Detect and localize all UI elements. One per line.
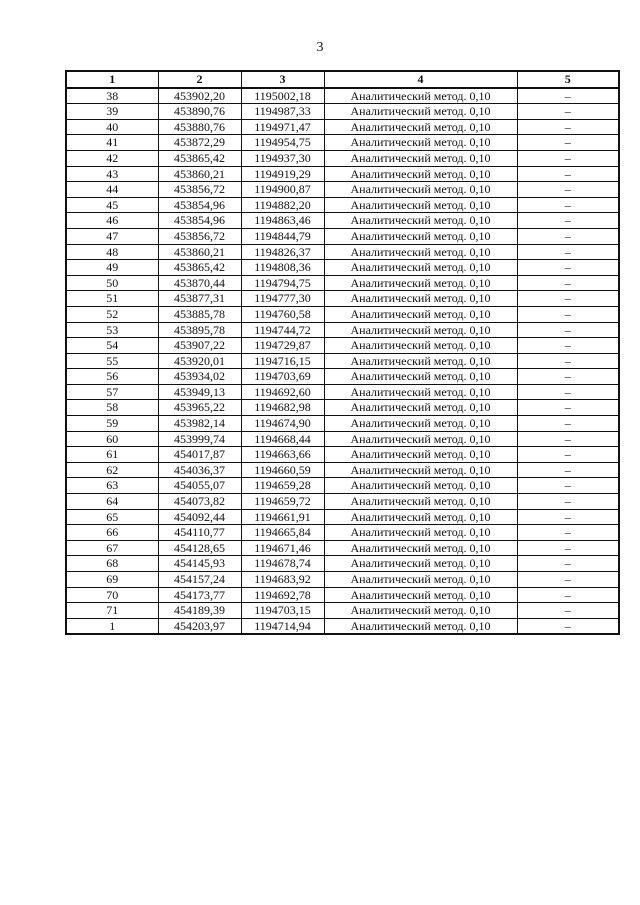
point-number-cell: 48 <box>66 244 158 260</box>
y-coordinate-cell: 1194692,78 <box>241 587 324 603</box>
point-number-cell: 58 <box>66 400 158 416</box>
coordinates-table <box>65 70 620 635</box>
note-cell: – <box>517 104 619 120</box>
note-cell: – <box>517 275 619 291</box>
x-coordinate-cell: 453934,02 <box>158 369 241 385</box>
method-cell: Аналитический метод. 0,10 <box>324 447 517 463</box>
point-number-cell: 45 <box>66 197 158 213</box>
header-row <box>66 71 619 88</box>
note-cell: – <box>517 166 619 182</box>
y-coordinate-cell: 1194863,46 <box>241 213 324 229</box>
x-coordinate-cell: 454173,77 <box>158 587 241 603</box>
method-cell: Аналитический метод. 0,10 <box>324 540 517 556</box>
x-coordinate-cell: 454128,65 <box>158 540 241 556</box>
method-cell: Аналитический метод. 0,10 <box>324 291 517 307</box>
x-coordinate-cell: 454203,97 <box>158 618 241 634</box>
point-number-cell: 46 <box>66 213 158 229</box>
note-cell: – <box>517 197 619 213</box>
point-number-cell: 38 <box>66 88 158 104</box>
y-coordinate-cell: 1194777,30 <box>241 291 324 307</box>
note-cell: – <box>517 540 619 556</box>
table-row <box>66 478 619 494</box>
method-cell: Аналитический метод. 0,10 <box>324 338 517 354</box>
x-coordinate-cell: 453872,29 <box>158 135 241 151</box>
note-cell: – <box>517 291 619 307</box>
y-coordinate-cell: 1194844,79 <box>241 228 324 244</box>
table-header <box>66 71 619 88</box>
note-cell: – <box>517 88 619 104</box>
x-coordinate-cell: 453880,76 <box>158 119 241 135</box>
y-coordinate-cell: 1194729,87 <box>241 338 324 354</box>
y-coordinate-cell: 1194665,84 <box>241 525 324 541</box>
y-coordinate-cell: 1194900,87 <box>241 182 324 198</box>
y-coordinate-cell: 1194668,44 <box>241 431 324 447</box>
point-number-cell: 41 <box>66 135 158 151</box>
x-coordinate-cell: 454036,37 <box>158 462 241 478</box>
point-number-cell: 54 <box>66 338 158 354</box>
method-cell: Аналитический метод. 0,10 <box>324 135 517 151</box>
y-coordinate-cell: 1194683,92 <box>241 572 324 588</box>
note-cell: – <box>517 306 619 322</box>
table-row <box>66 228 619 244</box>
table-row <box>66 556 619 572</box>
table-row <box>66 291 619 307</box>
method-cell: Аналитический метод. 0,10 <box>324 416 517 432</box>
note-cell: – <box>517 572 619 588</box>
note-cell: – <box>517 400 619 416</box>
method-cell: Аналитический метод. 0,10 <box>324 384 517 400</box>
y-coordinate-cell: 1194794,75 <box>241 275 324 291</box>
x-coordinate-cell: 454145,93 <box>158 556 241 572</box>
point-number-cell: 63 <box>66 478 158 494</box>
note-cell: – <box>517 478 619 494</box>
note-cell: – <box>517 447 619 463</box>
table-row <box>66 88 619 104</box>
x-coordinate-cell: 454073,82 <box>158 494 241 510</box>
note-cell: – <box>517 150 619 166</box>
note-cell: – <box>517 431 619 447</box>
y-coordinate-cell: 1194919,29 <box>241 166 324 182</box>
note-cell: – <box>517 556 619 572</box>
x-coordinate-cell: 454017,87 <box>158 447 241 463</box>
x-coordinate-cell: 453885,78 <box>158 306 241 322</box>
x-coordinate-cell: 454110,77 <box>158 525 241 541</box>
table-row <box>66 494 619 510</box>
method-cell: Аналитический метод. 0,10 <box>324 213 517 229</box>
note-cell: – <box>517 369 619 385</box>
y-coordinate-cell: 1194987,33 <box>241 104 324 120</box>
note-cell: – <box>517 462 619 478</box>
note-cell: – <box>517 260 619 276</box>
table-row <box>66 447 619 463</box>
point-number-cell: 66 <box>66 525 158 541</box>
y-coordinate-cell: 1194660,59 <box>241 462 324 478</box>
x-coordinate-cell: 453854,96 <box>158 213 241 229</box>
method-cell: Аналитический метод. 0,10 <box>324 119 517 135</box>
x-coordinate-cell: 453865,42 <box>158 260 241 276</box>
note-cell: – <box>517 244 619 260</box>
x-coordinate-cell: 453870,44 <box>158 275 241 291</box>
note-cell: – <box>517 384 619 400</box>
point-number-cell: 43 <box>66 166 158 182</box>
method-cell: Аналитический метод. 0,10 <box>324 556 517 572</box>
method-cell: Аналитический метод. 0,10 <box>324 525 517 541</box>
x-coordinate-cell: 453920,01 <box>158 353 241 369</box>
x-coordinate-cell: 454055,07 <box>158 478 241 494</box>
method-cell: Аналитический метод. 0,10 <box>324 618 517 634</box>
table-row <box>66 416 619 432</box>
table-row <box>66 353 619 369</box>
point-number-cell: 1 <box>66 618 158 634</box>
note-cell: – <box>517 416 619 432</box>
y-coordinate-cell: 1194882,20 <box>241 197 324 213</box>
x-coordinate-cell: 453854,96 <box>158 197 241 213</box>
method-cell: Аналитический метод. 0,10 <box>324 353 517 369</box>
note-cell: – <box>517 525 619 541</box>
point-number-cell: 57 <box>66 384 158 400</box>
note-cell: – <box>517 322 619 338</box>
y-coordinate-cell: 1194703,69 <box>241 369 324 385</box>
y-coordinate-cell: 1194937,30 <box>241 150 324 166</box>
table-row <box>66 587 619 603</box>
method-cell: Аналитический метод. 0,10 <box>324 431 517 447</box>
page-number: 3 <box>316 40 324 55</box>
header-cell-2: 2 <box>158 71 241 88</box>
x-coordinate-cell: 453907,22 <box>158 338 241 354</box>
point-number-cell: 70 <box>66 587 158 603</box>
note-cell: – <box>517 603 619 619</box>
y-coordinate-cell: 1194808,36 <box>241 260 324 276</box>
note-cell: – <box>517 353 619 369</box>
x-coordinate-cell: 453860,21 <box>158 166 241 182</box>
point-number-cell: 69 <box>66 572 158 588</box>
note-cell: – <box>517 509 619 525</box>
method-cell: Аналитический метод. 0,10 <box>324 275 517 291</box>
method-cell: Аналитический метод. 0,10 <box>324 182 517 198</box>
x-coordinate-cell: 453949,13 <box>158 384 241 400</box>
method-cell: Аналитический метод. 0,10 <box>324 462 517 478</box>
table-row <box>66 306 619 322</box>
x-coordinate-cell: 453856,72 <box>158 182 241 198</box>
method-cell: Аналитический метод. 0,10 <box>324 478 517 494</box>
point-number-cell: 60 <box>66 431 158 447</box>
x-coordinate-cell: 454092,44 <box>158 509 241 525</box>
table-row <box>66 275 619 291</box>
x-coordinate-cell: 453902,20 <box>158 88 241 104</box>
y-coordinate-cell: 1194659,72 <box>241 494 324 510</box>
method-cell: Аналитический метод. 0,10 <box>324 150 517 166</box>
header-cell-1: 1 <box>66 71 158 88</box>
table-row <box>66 166 619 182</box>
table-row <box>66 400 619 416</box>
y-coordinate-cell: 1194663,66 <box>241 447 324 463</box>
header-cell-4: 4 <box>324 71 517 88</box>
method-cell: Аналитический метод. 0,10 <box>324 88 517 104</box>
point-number-cell: 47 <box>66 228 158 244</box>
point-number-cell: 56 <box>66 369 158 385</box>
method-cell: Аналитический метод. 0,10 <box>324 260 517 276</box>
table-body <box>66 88 619 635</box>
table-row <box>66 322 619 338</box>
y-coordinate-cell: 1194954,75 <box>241 135 324 151</box>
table-row <box>66 182 619 198</box>
table-row <box>66 603 619 619</box>
point-number-cell: 51 <box>66 291 158 307</box>
method-cell: Аналитический метод. 0,10 <box>324 228 517 244</box>
y-coordinate-cell: 1194659,28 <box>241 478 324 494</box>
table-row <box>66 618 619 634</box>
y-coordinate-cell: 1194716,15 <box>241 353 324 369</box>
table-row <box>66 462 619 478</box>
y-coordinate-cell: 1194971,47 <box>241 119 324 135</box>
x-coordinate-cell: 453865,42 <box>158 150 241 166</box>
y-coordinate-cell: 1194703,15 <box>241 603 324 619</box>
point-number-cell: 44 <box>66 182 158 198</box>
y-coordinate-cell: 1195002,18 <box>241 88 324 104</box>
point-number-cell: 55 <box>66 353 158 369</box>
note-cell: – <box>517 135 619 151</box>
note-cell: – <box>517 587 619 603</box>
point-number-cell: 39 <box>66 104 158 120</box>
x-coordinate-cell: 453856,72 <box>158 228 241 244</box>
method-cell: Аналитический метод. 0,10 <box>324 322 517 338</box>
header-cell-5: 5 <box>517 71 619 88</box>
method-cell: Аналитический метод. 0,10 <box>324 244 517 260</box>
method-cell: Аналитический метод. 0,10 <box>324 572 517 588</box>
note-cell: – <box>517 228 619 244</box>
table-row <box>66 119 619 135</box>
note-cell: – <box>517 618 619 634</box>
note-cell: – <box>517 494 619 510</box>
method-cell: Аналитический метод. 0,10 <box>324 603 517 619</box>
point-number-cell: 62 <box>66 462 158 478</box>
method-cell: Аналитический метод. 0,10 <box>324 166 517 182</box>
point-number-cell: 49 <box>66 260 158 276</box>
y-coordinate-cell: 1194661,91 <box>241 509 324 525</box>
note-cell: – <box>517 182 619 198</box>
note-cell: – <box>517 213 619 229</box>
method-cell: Аналитический метод. 0,10 <box>324 306 517 322</box>
table-row <box>66 104 619 120</box>
x-coordinate-cell: 453982,14 <box>158 416 241 432</box>
header-cell-3: 3 <box>241 71 324 88</box>
x-coordinate-cell: 453877,31 <box>158 291 241 307</box>
y-coordinate-cell: 1194744,72 <box>241 322 324 338</box>
table-row <box>66 525 619 541</box>
y-coordinate-cell: 1194674,90 <box>241 416 324 432</box>
table-row <box>66 509 619 525</box>
x-coordinate-cell: 453895,78 <box>158 322 241 338</box>
point-number-cell: 68 <box>66 556 158 572</box>
note-cell: – <box>517 119 619 135</box>
table-row <box>66 197 619 213</box>
point-number-cell: 59 <box>66 416 158 432</box>
point-number-cell: 64 <box>66 494 158 510</box>
point-number-cell: 50 <box>66 275 158 291</box>
method-cell: Аналитический метод. 0,10 <box>324 509 517 525</box>
method-cell: Аналитический метод. 0,10 <box>324 400 517 416</box>
point-number-cell: 40 <box>66 119 158 135</box>
table-row <box>66 369 619 385</box>
point-number-cell: 53 <box>66 322 158 338</box>
table-row <box>66 135 619 151</box>
point-number-cell: 61 <box>66 447 158 463</box>
note-cell: – <box>517 338 619 354</box>
method-cell: Аналитический метод. 0,10 <box>324 587 517 603</box>
point-number-cell: 42 <box>66 150 158 166</box>
x-coordinate-cell: 454157,24 <box>158 572 241 588</box>
point-number-cell: 65 <box>66 509 158 525</box>
table-row <box>66 338 619 354</box>
table-row <box>66 244 619 260</box>
x-coordinate-cell: 453860,21 <box>158 244 241 260</box>
x-coordinate-cell: 453999,74 <box>158 431 241 447</box>
x-coordinate-cell: 454189,39 <box>158 603 241 619</box>
table-row <box>66 150 619 166</box>
y-coordinate-cell: 1194671,46 <box>241 540 324 556</box>
method-cell: Аналитический метод. 0,10 <box>324 104 517 120</box>
y-coordinate-cell: 1194682,98 <box>241 400 324 416</box>
point-number-cell: 71 <box>66 603 158 619</box>
table-row <box>66 540 619 556</box>
method-cell: Аналитический метод. 0,10 <box>324 197 517 213</box>
x-coordinate-cell: 453965,22 <box>158 400 241 416</box>
x-coordinate-cell: 453890,76 <box>158 104 241 120</box>
table-row <box>66 213 619 229</box>
method-cell: Аналитический метод. 0,10 <box>324 369 517 385</box>
y-coordinate-cell: 1194678,74 <box>241 556 324 572</box>
y-coordinate-cell: 1194826,37 <box>241 244 324 260</box>
point-number-cell: 52 <box>66 306 158 322</box>
table-row <box>66 572 619 588</box>
y-coordinate-cell: 1194714,94 <box>241 618 324 634</box>
point-number-cell: 67 <box>66 540 158 556</box>
method-cell: Аналитический метод. 0,10 <box>324 494 517 510</box>
y-coordinate-cell: 1194692,60 <box>241 384 324 400</box>
y-coordinate-cell: 1194760,58 <box>241 306 324 322</box>
table-row <box>66 260 619 276</box>
table-row <box>66 384 619 400</box>
table-row <box>66 431 619 447</box>
